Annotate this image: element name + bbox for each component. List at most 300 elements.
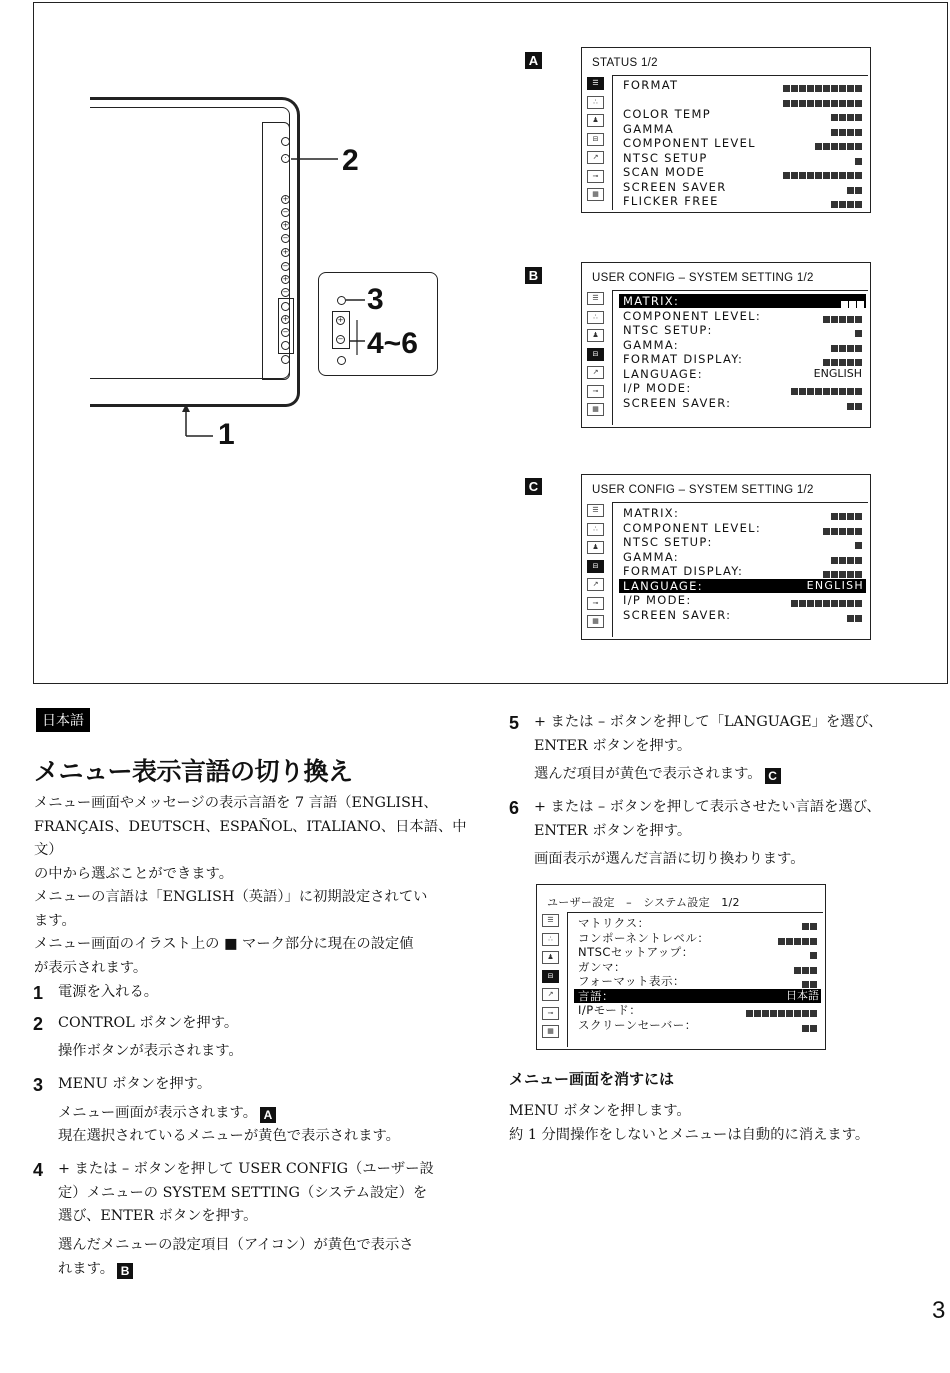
color-icon: ∴ — [587, 311, 604, 324]
minus-button-icon: − — [282, 328, 289, 336]
value-placeholder-marks — [822, 567, 862, 575]
menu-button-icon — [337, 296, 346, 305]
menu-item[interactable] — [578, 1018, 819, 1032]
step-note-text: 選んだ項目が黄色で表示されます。 — [534, 766, 762, 782]
menu-icon-column — [587, 504, 607, 634]
intro-line: メニューの言語は「ENGLISH（英語）」に初期設定されてい — [34, 889, 428, 905]
menu-item[interactable] — [623, 367, 864, 381]
arrow-icon: ↗ — [587, 366, 604, 379]
value-mark — [831, 557, 838, 564]
callout-4-6: 4~6 — [367, 327, 418, 360]
value-mark — [831, 528, 838, 535]
menu-item-label: COMPONENT LEVEL: — [623, 308, 762, 323]
arrow-icon: ↗ — [587, 578, 604, 591]
value-mark — [831, 345, 838, 352]
menu-item-value: 日本語 — [786, 988, 819, 1002]
value-mark — [799, 172, 806, 179]
value-mark — [794, 1010, 801, 1017]
menu-item[interactable] — [623, 165, 864, 179]
value-placeholder-marks — [830, 197, 862, 205]
value-mark — [810, 967, 817, 974]
toolbox-icon: ⊟ — [587, 560, 604, 573]
value-mark — [855, 600, 862, 607]
menu-status-screen — [581, 47, 871, 213]
step-text: MENU ボタンを押す。 — [58, 1076, 212, 1092]
value-mark — [831, 571, 838, 578]
intro-line: の中から選ぶことができます。 — [34, 865, 234, 882]
toolbox-icon: ⊟ — [542, 970, 559, 983]
menu-item-label: I/Pモード： — [578, 1003, 642, 1017]
value-mark — [810, 1025, 817, 1032]
step-text-line: 選び、ENTER ボタンを押す。 — [58, 1208, 258, 1224]
menu-item-label: FORMAT DISPLAY: — [623, 352, 744, 366]
plus-button-icon: + — [282, 315, 289, 323]
value-placeholder-marks — [822, 524, 862, 532]
menu-item-label: FORMAT — [623, 78, 679, 92]
value-mark — [791, 600, 798, 607]
menu-item-value: ENGLISH — [813, 366, 862, 380]
value-mark — [839, 129, 846, 136]
value-mark — [823, 359, 830, 366]
menu-item-label: スクリーンセーバー： — [578, 1017, 697, 1032]
color-icon: ∴ — [587, 96, 604, 109]
menu-language-screen — [581, 474, 871, 640]
value-mark — [807, 388, 814, 395]
value-mark — [823, 388, 830, 395]
menu-item[interactable] — [623, 180, 864, 194]
value-mark — [794, 938, 801, 945]
minus-button-icon: − — [282, 208, 289, 216]
value-mark — [839, 100, 846, 107]
menu-item[interactable] — [574, 989, 821, 1003]
value-placeholder-marks — [745, 1006, 817, 1014]
value-mark — [831, 114, 838, 121]
value-placeholder-marks — [854, 154, 862, 162]
menu-item[interactable] — [623, 194, 864, 208]
value-mark — [855, 542, 862, 549]
value-mark — [823, 316, 830, 323]
value-mark — [754, 1010, 761, 1017]
menu-item[interactable] — [623, 535, 864, 549]
person-icon: ♟ — [542, 951, 559, 964]
value-mark — [807, 172, 814, 179]
value-mark — [815, 100, 822, 107]
menu-item[interactable] — [623, 564, 864, 578]
menu-system-setting-japanese-screen — [536, 884, 826, 1050]
value-mark — [810, 981, 817, 988]
value-mark — [855, 158, 862, 165]
value-placeholder-marks — [854, 538, 862, 546]
value-placeholder-marks — [840, 297, 864, 305]
menu-item[interactable] — [623, 396, 864, 410]
color-icon: ∴ — [587, 523, 604, 536]
menu-item-label: NTSCセットアップ： — [578, 945, 694, 959]
value-mark — [823, 100, 830, 107]
menu-title: ユーザー設定 – システム設定 1/2 — [547, 896, 740, 909]
value-mark — [839, 85, 846, 92]
step-number: 5 — [509, 713, 520, 733]
key-icon: ⊸ — [587, 385, 604, 398]
menu-item-label: LANGUAGE: — [623, 578, 703, 593]
menu-item-label: マトリクス： — [578, 916, 650, 930]
value-mark — [783, 100, 790, 107]
value-mark — [855, 143, 862, 150]
menu-item[interactable] — [623, 550, 864, 564]
value-mark — [847, 600, 854, 607]
toolbox-icon: ⊟ — [587, 348, 604, 361]
value-mark — [802, 1025, 809, 1032]
value-placeholder-marks — [822, 355, 862, 363]
menu-item[interactable] — [578, 960, 819, 974]
value-mark — [847, 557, 854, 564]
menu-item-label: COMPONENT LEVEL — [623, 136, 756, 150]
value-mark — [810, 938, 817, 945]
menu-icon-column — [587, 292, 607, 422]
callout-1: 1 — [218, 418, 235, 451]
value-placeholder-marks — [830, 110, 862, 118]
step-note-line: れます。 — [58, 1260, 115, 1277]
value-mark — [839, 600, 846, 607]
value-placeholder-marks — [830, 341, 862, 349]
value-mark — [847, 528, 854, 535]
menu-item[interactable] — [578, 916, 819, 930]
value-mark — [855, 172, 862, 179]
step-text — [534, 796, 934, 843]
value-mark — [855, 129, 862, 136]
menu-item-label: I/P MODE: — [623, 593, 692, 607]
value-mark — [849, 301, 856, 308]
step-number: 6 — [509, 798, 520, 818]
menu-item-label: フォーマット表示： — [578, 974, 685, 988]
panel-label-a: A — [525, 52, 542, 69]
step-text-line: + または – ボタンを押して「LANGUAGE」を選び、 — [534, 714, 883, 730]
subheading: メニュー画面を消すには — [509, 1070, 675, 1088]
value-placeholder-marks — [793, 963, 817, 971]
value-mark — [799, 388, 806, 395]
menu-item[interactable] — [623, 93, 864, 107]
step-text-line: + または – ボタンを押して表示させたい言語を選び、 — [534, 799, 881, 815]
value-mark — [831, 143, 838, 150]
value-mark — [831, 388, 838, 395]
value-placeholder-marks — [846, 611, 862, 619]
value-mark — [815, 600, 822, 607]
menu-title: USER CONFIG – SYSTEM SETTING 1/2 — [592, 272, 814, 284]
menu-item-value: ENGLISH — [806, 578, 864, 592]
arrow-icon: ↗ — [587, 151, 604, 164]
value-mark — [847, 345, 854, 352]
value-mark — [839, 359, 846, 366]
value-mark — [799, 100, 806, 107]
sub-text-line: MENU ボタンを押します。 — [509, 1103, 691, 1119]
plus-button-icon: + — [282, 195, 289, 203]
value-mark — [807, 85, 814, 92]
menu-title: STATUS 1/2 — [592, 57, 658, 69]
menu-item[interactable] — [623, 151, 864, 165]
intro-line: ます。 — [34, 912, 76, 929]
menu-item[interactable] — [578, 945, 819, 959]
ref-label-a: A — [260, 1107, 276, 1123]
step-number: 4 — [33, 1160, 44, 1180]
value-placeholder-marks — [777, 934, 817, 942]
value-mark — [855, 330, 862, 337]
menu-item[interactable] — [623, 107, 864, 121]
minus-button-icon: − — [337, 335, 344, 343]
value-mark — [831, 85, 838, 92]
value-mark — [839, 571, 846, 578]
value-mark — [783, 172, 790, 179]
step-note: 画面表示が選んだ言語に切り換わります。 — [534, 851, 805, 867]
panel-label-c: C — [525, 478, 542, 495]
value-mark — [831, 600, 838, 607]
value-placeholder-marks — [801, 919, 817, 927]
step-text-line: + または – ボタンを押して USER CONFIG（ユーザー設 — [58, 1161, 434, 1177]
menu-item[interactable] — [619, 579, 866, 593]
status-icon: ☰ — [542, 914, 559, 927]
value-placeholder-marks — [830, 509, 862, 517]
intro-line: が表示されます。 — [34, 959, 148, 976]
person-icon: ♟ — [587, 329, 604, 342]
menu-item[interactable] — [623, 521, 864, 535]
value-mark — [839, 114, 846, 121]
value-mark — [823, 172, 830, 179]
value-mark — [855, 571, 862, 578]
value-mark — [847, 100, 854, 107]
status-icon: ☰ — [587, 504, 604, 517]
menu-item[interactable] — [578, 931, 819, 945]
value-placeholder-marks — [846, 183, 862, 191]
value-mark — [855, 557, 862, 564]
menu-item[interactable] — [578, 1003, 819, 1017]
step-note: 操作ボタンが表示されます。 — [58, 1043, 243, 1059]
value-mark — [839, 172, 846, 179]
menu-item[interactable] — [623, 309, 864, 323]
menu-item[interactable] — [623, 78, 864, 92]
value-mark — [823, 528, 830, 535]
value-mark — [847, 85, 854, 92]
value-mark — [839, 345, 846, 352]
value-mark — [847, 316, 854, 323]
value-mark — [857, 301, 864, 308]
step-text-line: ENTER ボタンを押す。 — [534, 822, 692, 839]
value-mark — [831, 201, 838, 208]
menu-items-area — [612, 75, 868, 210]
value-mark — [831, 513, 838, 520]
plus-button-icon: + — [282, 248, 289, 256]
menu-item-label: COLOR TEMP — [623, 107, 711, 121]
value-mark — [847, 114, 854, 121]
value-mark — [847, 201, 854, 208]
value-mark — [802, 1010, 809, 1017]
step-text-line: 定）メニューの SYSTEM SETTING（システム設定）を — [58, 1184, 428, 1201]
value-placeholder-marks — [790, 384, 862, 392]
value-placeholder-marks — [854, 326, 862, 334]
value-mark — [799, 600, 806, 607]
value-mark — [823, 571, 830, 578]
value-placeholder-marks — [830, 125, 862, 133]
minus-button-icon: − — [282, 234, 289, 242]
menu-title: USER CONFIG – SYSTEM SETTING 1/2 — [592, 484, 814, 496]
menu-item-label: NTSC SETUP: — [623, 323, 713, 337]
menu-item[interactable] — [623, 122, 864, 136]
value-mark — [847, 172, 854, 179]
value-mark — [810, 952, 817, 959]
menu-item[interactable] — [623, 352, 864, 366]
enter-button-icon — [337, 356, 346, 365]
value-mark — [810, 923, 817, 930]
value-mark — [823, 600, 830, 607]
page-number: 3 — [932, 1297, 946, 1324]
value-mark — [791, 85, 798, 92]
intro-line: メニュー画面のイラスト上の ■ マーク部分に現在の設定値 — [34, 936, 414, 952]
status-icon: ☰ — [587, 77, 604, 90]
callout-2: 2 — [342, 144, 359, 177]
menu-items-area — [612, 502, 868, 637]
value-mark — [855, 100, 862, 107]
value-mark — [855, 615, 862, 622]
value-mark — [791, 100, 798, 107]
menu-item[interactable] — [623, 608, 864, 622]
ref-label-c: C — [765, 768, 781, 784]
language-tag: 日本語 — [36, 708, 90, 732]
step-note — [58, 1102, 276, 1126]
sub-text-line: 約 1 分間操作をしないとメニューは自動的に消えます。 — [509, 1126, 870, 1143]
menu-item[interactable] — [619, 294, 866, 308]
step-number: 3 — [33, 1075, 44, 1095]
menu-item-label: FORMAT DISPLAY: — [623, 564, 744, 578]
menu-item-label: GAMMA: — [623, 337, 679, 352]
person-icon: ♟ — [587, 541, 604, 554]
step-note: 現在選択されているメニューが黄色で表示されます。 — [58, 1128, 400, 1144]
value-mark — [831, 100, 838, 107]
value-mark — [839, 201, 846, 208]
menu-item[interactable] — [578, 974, 819, 988]
menu-item[interactable] — [623, 381, 864, 395]
value-mark — [847, 388, 854, 395]
value-placeholder-marks — [790, 596, 862, 604]
value-mark — [839, 528, 846, 535]
menu-items-area — [612, 290, 868, 425]
menu-item-label: 言語： — [578, 988, 614, 1003]
menu-item-label: COMPONENT LEVEL: — [623, 520, 762, 535]
value-placeholder-marks — [782, 81, 862, 89]
value-mark — [815, 143, 822, 150]
control-button-icon: · — [281, 154, 290, 163]
step-number: 1 — [33, 983, 44, 1003]
value-mark — [778, 1010, 785, 1017]
intro-paragraph — [34, 792, 484, 980]
value-mark — [839, 388, 846, 395]
toolbox-icon: ⊟ — [587, 133, 604, 146]
value-mark — [802, 923, 809, 930]
value-mark — [847, 615, 854, 622]
value-mark — [823, 85, 830, 92]
menu-item-label: コンポーネントレベル： — [578, 930, 710, 945]
menu-item-label: SCREEN SAVER: — [623, 607, 732, 622]
value-mark — [831, 129, 838, 136]
value-mark — [841, 301, 848, 308]
step-text — [534, 711, 934, 758]
value-placeholder-marks — [846, 399, 862, 407]
key-icon: ⊸ — [587, 597, 604, 610]
value-mark — [855, 513, 862, 520]
value-placeholder-marks — [782, 168, 862, 176]
menu-item-label: SCAN MODE — [623, 165, 706, 179]
arrow-icon: ↗ — [542, 988, 559, 1001]
value-mark — [810, 1010, 817, 1017]
callout-3: 3 — [367, 283, 384, 316]
step-note — [534, 763, 781, 787]
status-icon: ☰ — [587, 292, 604, 305]
value-placeholder-marks — [801, 977, 817, 985]
value-mark — [831, 172, 838, 179]
value-mark — [855, 114, 862, 121]
menu-icon-column — [587, 77, 607, 207]
sub-paragraph — [509, 1100, 929, 1147]
value-mark — [847, 571, 854, 578]
value-mark — [855, 85, 862, 92]
grid-icon: ▦ — [587, 188, 604, 201]
value-mark — [831, 359, 838, 366]
value-mark — [839, 557, 846, 564]
menu-items-area — [567, 912, 823, 1047]
value-mark — [847, 187, 854, 194]
value-mark — [815, 85, 822, 92]
menu-item[interactable] — [623, 323, 864, 337]
plus-button-icon: + — [282, 275, 289, 283]
value-mark — [762, 1010, 769, 1017]
value-mark — [802, 967, 809, 974]
value-mark — [815, 172, 822, 179]
value-mark — [847, 129, 854, 136]
plus-button-icon: + — [337, 316, 344, 324]
menu-item[interactable] — [623, 136, 864, 150]
value-mark — [823, 143, 830, 150]
value-placeholder-marks — [822, 312, 862, 320]
intro-line: メニュー画面やメッセージの表示言語を 7 言語（ENGLISH、 — [34, 795, 438, 811]
grid-icon: ▦ — [542, 1025, 559, 1038]
value-mark — [847, 403, 854, 410]
value-mark — [847, 359, 854, 366]
menu-item[interactable] — [623, 338, 864, 352]
menu-item[interactable] — [623, 593, 864, 607]
value-placeholder-marks — [830, 553, 862, 561]
value-mark — [807, 600, 814, 607]
grid-icon: ▦ — [587, 403, 604, 416]
value-mark — [855, 528, 862, 535]
step-text — [58, 1158, 488, 1229]
intro-line: FRANÇAIS、DEUTSCH、ESPAÑOL、ITALIANO、日本語、中文） — [34, 818, 467, 858]
menu-item-label: GAMMA — [623, 121, 674, 136]
menu-item-label: MATRIX: — [623, 294, 680, 308]
value-mark — [855, 187, 862, 194]
value-placeholder-marks — [782, 96, 862, 104]
panel-label-b: B — [525, 267, 542, 284]
value-mark — [807, 100, 814, 107]
value-mark — [815, 388, 822, 395]
value-mark — [770, 1010, 777, 1017]
minus-button-icon: − — [282, 262, 289, 270]
value-mark — [847, 513, 854, 520]
key-icon: ⊸ — [542, 1007, 559, 1020]
value-mark — [855, 403, 862, 410]
menu-item[interactable] — [623, 506, 864, 520]
value-mark — [778, 938, 785, 945]
ref-label-b: B — [117, 1263, 133, 1279]
menu-item-label: LANGUAGE: — [623, 366, 703, 381]
menu-item-label: NTSC SETUP — [623, 150, 708, 165]
step-text: 電源を入れる。 — [58, 984, 159, 1000]
value-mark — [855, 316, 862, 323]
